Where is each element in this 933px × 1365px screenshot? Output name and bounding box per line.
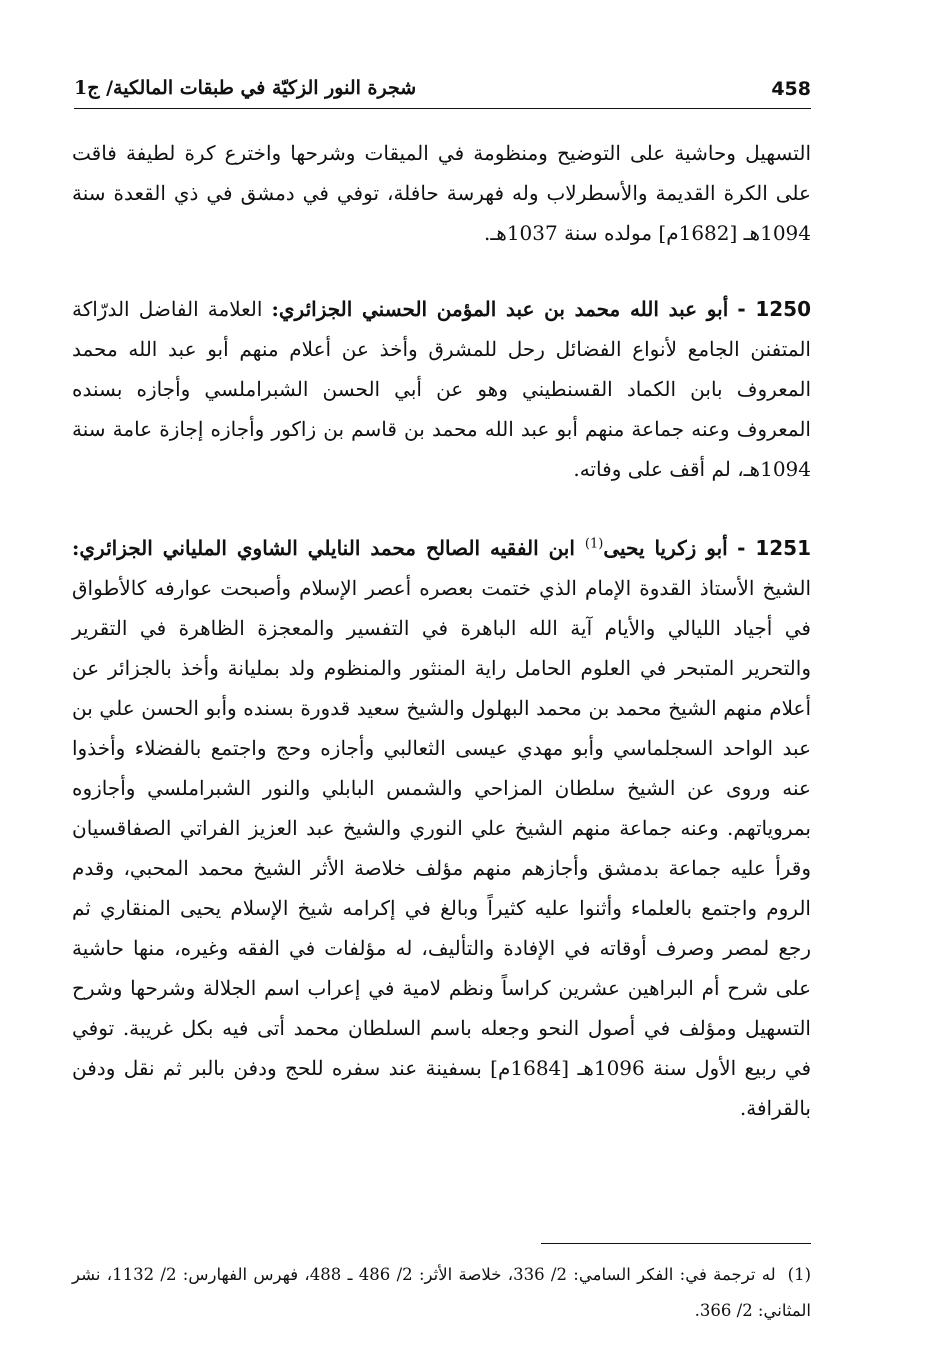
footnote-reference[interactable]: (1): [584, 536, 604, 552]
page-header: [74, 76, 811, 109]
entry-name-part-2: ابن الفقيه الصالح محمد النايلي الشاوي الملياني الجزائري:: [72, 536, 585, 560]
footnote-divider: [541, 1243, 811, 1244]
main-text: [72, 133, 811, 1128]
entry-number: 1250 -: [737, 297, 812, 321]
footnote-text: له ترجمة في: الفكر السامي: 2/ 336، خلاصة الأثر: 2/ 486 ـ 488، فهرس الفهارس: 2/ 1132، نشر المثاني: 2/ 366.: [72, 1265, 811, 1320]
entry-number: 1251 -: [737, 536, 812, 560]
footnote-marker: (1): [787, 1265, 812, 1284]
entry-1251: [72, 528, 811, 1128]
entry-name-part-1: أبو زكريا يحيى: [603, 536, 728, 560]
entry-1250: [72, 289, 811, 489]
entry-text: الشيخ الأستاذ القدوة الإمام الذي ختمت بعصره أعصر الإسلام وأصبحت عوارفه كالأطواق في أجياد الليالي والأيام آية الله الباهرة في التفسير والمعجزة الظاهرة في التقرير والتحرير المتبحر في العلوم الحامل راية المنثور والمنظوم ولد بمليانة وأخذ بالجزائر عن أعلام منهم الشيخ محمد بن محمد البهلول والشيخ سعيد قدورة بسنده وأبو الحسن علي بن عبد الواحد السجلماسي وأبو مهدي عيسى الثعالبي وأجازه وحج واجتمع بالفضلاء وأخذوا عنه وروى عن الشيخ سلطان المزاحي والشمس البابلي والنور الشبراملسي وأجازوه بمروياتهم. وعنه جماعة منهم الشيخ علي النوري والشيخ عبد العزيز الفراتي الصفاقسيان وقرأ عليه جماعة بدمشق وأجازهم منهم مؤلف خلاصة الأثر الشيخ محمد المحبي، وقدم الروم واجتمع بالعلماء وأثنوا عليه كثيراً وبالغ في إكرامه شيخ الإسلام يحيى المنقاري ثم رجع لمصر وصرف أوقاته في الإفادة والتأليف، له مؤلفات في الفقه وغيره، منها حاشية على شرح أم البراهين عشرين كراساً ونظم لامية في إعراب اسم الجلالة وشرحها وشرح التسهيل ومؤلف في أصول النحو وجعله باسم السلطان محمد أتى فيه بكل غريبة. توفي في ربيع الأول سنة 1096هـ [1684م] بسفينة عند سفره للحج ودفن بالبر ثم نقل ودفن بالقرافة.: [72, 576, 812, 1120]
entry-text: العلامة الفاضل الدرّاكة المتفنن الجامع لأنواع الفضائل رحل للمشرق وأخذ عن أعلام منهم أبو عبد الله محمد المعروف بابن الكماد القسنطيني وهو عن أبي الحسن الشبراملسي وأجازه بسنده المعروف وعنه جماعة منهم أبو عبد الله محمد بن قاسم بن زاكور وأجازه إجازة عامة سنة 1094هـ، لم أقف على وفاته.: [72, 297, 811, 481]
footnotes: [72, 1257, 811, 1329]
running-title: شجرة النور الزكيّة في طبقات المالكية/ ج1: [74, 77, 417, 99]
footnote-1: [72, 1257, 811, 1329]
page-number: 458: [771, 78, 811, 100]
intro-paragraph: التسهيل وحاشية على التوضيح ومنظومة في الميقات وشرحها واخترع كرة لطيفة فاقت على الكرة القديمة والأسطرلاب وله فهرسة حافلة، توفي في دمشق في ذي القعدة سنة 1094هـ [1682م] مولده سنة 1037هـ.: [72, 141, 811, 245]
entry-name: أبو عبد الله محمد بن عبد المؤمن الحسني الجزائري:: [271, 297, 729, 321]
